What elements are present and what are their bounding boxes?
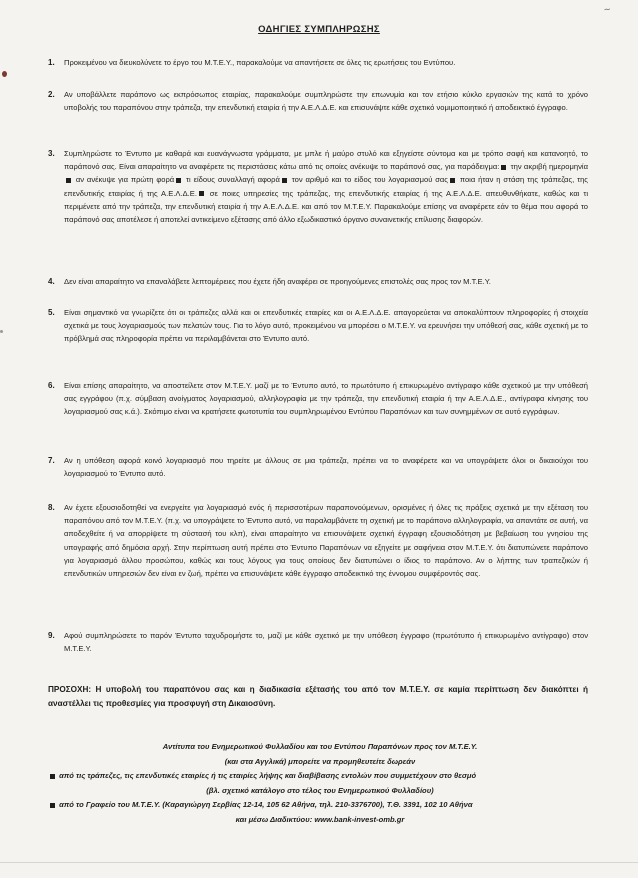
bullet-square-icon bbox=[50, 774, 55, 779]
item-number: 5. bbox=[48, 308, 55, 317]
item-number: 2. bbox=[48, 90, 55, 99]
item-number: 4. bbox=[48, 277, 55, 286]
instruction-item bbox=[48, 275, 588, 288]
website-link[interactable]: και μέσω Διαδικτύου: www.bank-invest-omb.gr bbox=[235, 814, 405, 824]
item-text: Δεν είναι απαραίτητο να επαναλάβετε λεπτομέρειες που έχετε ήδη αναφέρει σε προηγούμενες επιστολές σας προς τον Μ.Τ.Ε.Υ. bbox=[64, 277, 491, 286]
item-text: Αφού συμπληρώσετε το παρόν Έντυπο ταχυδρομήστε το, μαζί με κάθε σχετικό με την υπόθεση έγγραφο (πρωτότυπο ή επικυρωμένο αντίγραφο) στον Μ.Τ.Ε.Υ. bbox=[64, 631, 588, 654]
stain-mark bbox=[0, 330, 3, 333]
item-text: Προκειμένου να διευκολύνετε το έργο του Μ.Τ.Ε.Υ., παρακαλούμε να απαντήσετε σε όλες τις ερωτήσεις του Εντύπου. bbox=[64, 58, 456, 67]
instruction-item bbox=[48, 454, 588, 480]
item-text: Αν έχετε εξουσιοδοτηθεί να ενεργείτε για λογαριασμό ενός ή περισσοτέρων παραπονούμενων, ορισμένες ή όλες τις πράξεις σχετικά με την εξέταση του παραπόνου από τον Μ.Τ.Ε.Υ. (π.χ. να υπογράψετε το Έντυπο αυτό, να παραλαμβάνετε τη σχετική με το παράπονο αλληλογραφία, να απαντάτε σε αυτή, να αποδεχθείτε ή να απορρίψετε τη σύστασή του κλπ), είναι απαραίτητο να επισυνάψετε σχετική έγγραφη εξουσιοδότηση με βεβαίωση του γνησίου της υπογραφής από δημόσια αρχή. Στην περίπτωση αυτή πρέπει στο Έντυπο Παραπόνων να εξηγείτε με σαφήνεια στον Μ.Τ.Ε.Υ. ότι διατυπώνετε παράπονο για λογαριασμό άλλου προσώπου, καθώς και τους λόγους για τους οποίους δεν διατυπώνει ο ίδιος το παράπονο. Αν ο λήπτης των τραπεζικών ή επενδυτικών υπηρεσιών δεν είναι εν ζωή, πρέπει να επισυνάψετε κάθε έγγραφο αποδεικτικό της έννομου συμφέροντός σας. bbox=[64, 503, 588, 579]
warning-note: ΠΡΟΣΟΧΗ: Η υποβολή του παραπόνου σας και η διαδικασία εξέτασής του από τον Μ.Τ.Ε.Υ. σε καμία περίπτωση δεν διακόπτει ή αναστέλλει τις προθεσμίες για προσφυγή στη Δικαιοσύνη. bbox=[48, 685, 588, 708]
instruction-item bbox=[48, 147, 588, 226]
page-fold-line bbox=[0, 862, 638, 863]
instruction-item bbox=[48, 379, 588, 419]
bullet-square-icon bbox=[50, 803, 55, 808]
footer-bullet-line: από το Γραφείο του Μ.Τ.Ε.Υ. (Καραγιώργη Σερβίας 12-14, 105 62 Αθήνα, τηλ. 210-3376700), Τ.Θ. 3391, 102 10 Αθήνα bbox=[40, 798, 600, 813]
bullet-square-icon bbox=[199, 191, 204, 196]
footer-bullet-line: από τις τράπεζες, τις επενδυτικές εταιρίες ή τις εταιρίες λήψης και διαβίβασης εντολών που συμμετέχουν στο θεσμό bbox=[40, 769, 600, 784]
stain-mark bbox=[2, 71, 7, 77]
item-number: 7. bbox=[48, 456, 55, 465]
item-number: 9. bbox=[48, 631, 55, 640]
item-number: 6. bbox=[48, 381, 55, 390]
pen-mark: ~ bbox=[602, 3, 611, 17]
item-text: Είναι σημαντικό να γνωρίζετε ότι οι τράπεζες αλλά και οι επενδυτικές εταιρίες και οι Α.Ε.Λ.Δ.Ε. απαγορεύεται να αποκαλύπτουν πληροφορίες ή στοιχεία σχετικά με τους λογαριασμούς των πελατών τους. Για το λόγο αυτό, προκειμένου να μπορέσει ο Μ.Τ.Ε.Υ. να ερευνήσει την υπόθεσή σας, κάθε σχετική με το πρόβλημά σας πληροφορία πρέπει να περιλαμβάνεται στο Έντυπο αυτό. bbox=[64, 308, 588, 344]
footer-line: Αντίτυπα του Ενημερωτικού Φυλλαδίου και του Εντύπου Παραπόνων προς τον Μ.Τ.Ε.Υ. bbox=[162, 742, 478, 751]
bullet-square-icon bbox=[176, 178, 181, 183]
instruction-item bbox=[48, 88, 588, 114]
item-number: 1. bbox=[48, 58, 55, 67]
footer-info bbox=[40, 740, 600, 828]
instruction-item bbox=[48, 629, 588, 655]
footer-line: (και στα Αγγλικά) μπορείτε να προμηθευτείτε δωρεάν bbox=[224, 756, 416, 766]
bullet-square-icon bbox=[66, 178, 71, 183]
item-number: 3. bbox=[48, 149, 55, 158]
bullet-square-icon bbox=[501, 165, 506, 170]
item-text: Αν υποβάλλετε παράπονο ως εκπρόσωπος εταιρίας, παρακαλούμε συμπληρώστε την επωνυμία και τον ετήσιο κύκλο εργασιών της κατά το χρόνο υποβολής του παραπόνου στην τράπεζα, την επενδυτική εταιρία ή την Α.Ε.Λ.Δ.Ε. και επισυνάψτε κάθε σχετικό νομιμοποιητικό ή αποδεικτικό έγγραφο. bbox=[64, 90, 588, 113]
instruction-item bbox=[48, 56, 588, 69]
item-text: Είναι επίσης απαραίτητο, να αποστείλετε στον Μ.Τ.Ε.Υ. μαζί με το Έντυπο αυτό, το πρωτότυπο ή επικυρωμένο αντίγραφο κάθε σχετικού με την υπόθεσή σας εγγράφου (π.χ. σύμβαση ανοίγματος λογαριασμού, αλληλογραφία με την τράπεζα, την επενδυτική εταιρία ή την Α.Ε.Λ.Δ.Ε., αντίγραφα κίνησης του λογαριασμού σας κ.ά.). Σκόπιμο είναι να κρατήσετε φωτοτυπία του συμπληρωμένου Εντύπου Παραπόνων και των συνημμένων σε αυτό εγγράφων. bbox=[64, 381, 588, 417]
page-title: ΟΔΗΓΙΕΣ ΣΥΜΠΛΗΡΩΣΗΣ bbox=[258, 24, 380, 35]
bullet-square-icon bbox=[450, 178, 455, 183]
item-text: Αν η υπόθεση αφορά κοινό λογαριασμό που τηρείτε με άλλους σε μια τράπεζα, πρέπει να το αναφέρετε και να υπογράψετε όλοι οι δικαιούχοι του λογαριασμού το Έντυπο αυτό. bbox=[64, 456, 588, 479]
footer-line: (βλ. σχετικό κατάλογο στο τέλος του Ενημερωτικού Φυλλαδίου) bbox=[206, 785, 434, 795]
instruction-item bbox=[48, 306, 588, 346]
item-text: Συμπληρώστε το Έντυπο με καθαρά και ευανάγνωστα γράμματα, με μπλε ή μαύρο στυλό και εξηγείστε σύντομα και με τρόπο σαφή και κατανοητό, το παράπονό σας. Είναι απαραίτητο να αναφέρετε τις περιστάσεις κάτω από τις οποίες ανέκυψε το παράπονό σας, για παράδειγμα: την ακριβή ημερομηνία αν ανέκυψε για πρώτη φορά τι είδους συναλλαγή αφορά τον αριθμό και το είδος του λογαριασμού σας ποια ήταν η στάση της τράπεζας, της επενδυτικής εταιρίας ή της Α.Ε.Λ.Δ.Ε. σε ποιες υπηρεσίες της τράπεζας, της επενδυτικής εταιρίας ή της Α.Ε.Λ.Δ.Ε. απευθυνθήκατε, καθώς και τι περιμένετε από την τράπεζα, την επενδυτική εταιρία ή την Α.Ε.Λ.Δ.Ε. και από τον Μ.Τ.Ε.Υ. Παρακαλούμε επίσης να αναφέρετε εάν το θέμα που αφορά το παράπονό σας αποτέλεσε ή αποτελεί αντικείμενο εξέτασης από άλλο εξωδικαστικό όργανο συναινετικής επίλυσης διαφορών. bbox=[64, 149, 589, 225]
bullet-square-icon bbox=[282, 178, 287, 183]
item-number: 8. bbox=[48, 503, 55, 512]
instruction-item bbox=[48, 501, 588, 580]
